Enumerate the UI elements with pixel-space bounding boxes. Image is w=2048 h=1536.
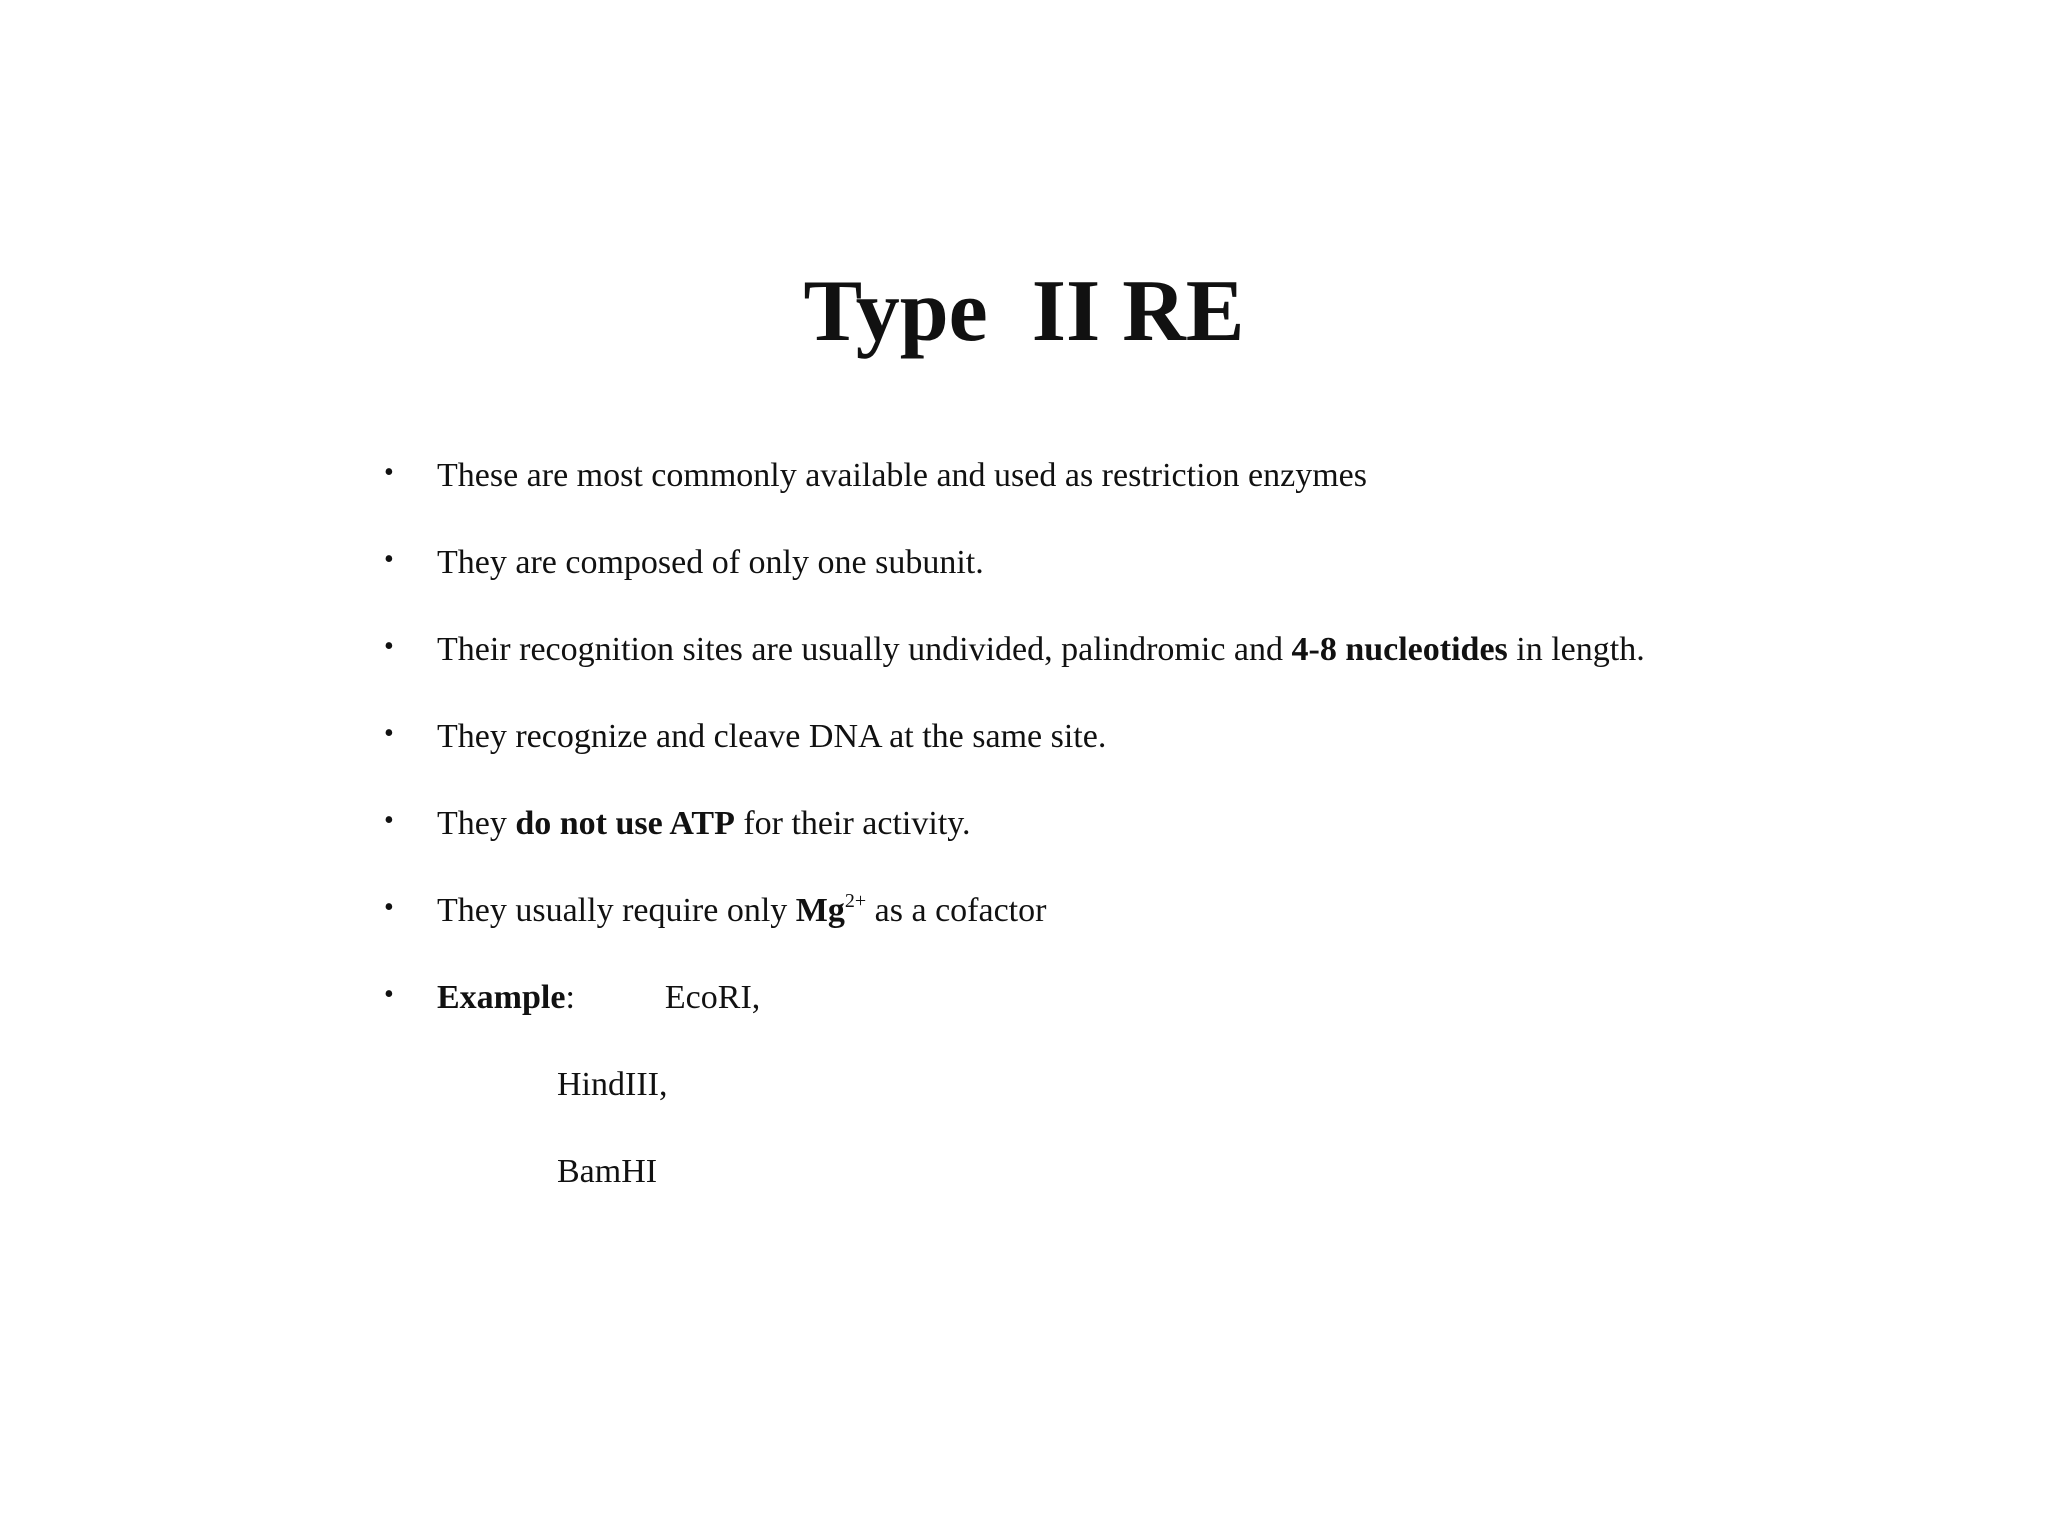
bullet-item-example xyxy=(384,966,1684,1030)
bullet-item xyxy=(384,444,1684,508)
bullet-item xyxy=(384,879,1684,943)
bullet-dot-icon: • xyxy=(384,718,394,749)
magnesium-symbol: Mg xyxy=(795,892,845,929)
bullet-item xyxy=(384,705,1684,769)
slide-title: Type II RE xyxy=(803,263,1245,360)
bullet-dot-icon: • xyxy=(384,979,394,1010)
bullet-dot-icon: • xyxy=(384,457,394,488)
example-enzyme: EcoRI, xyxy=(664,979,761,1016)
example-enzyme: HindIII, xyxy=(557,1066,668,1103)
magnesium-charge: 2+ xyxy=(844,890,867,912)
bullet-text: as a cofactor xyxy=(866,892,1047,929)
bullet-dot-icon: • xyxy=(384,805,394,836)
bullet-text: They xyxy=(437,805,516,842)
bullet-item xyxy=(384,531,1684,595)
bullet-dot-icon: • xyxy=(384,892,394,923)
bullet-item xyxy=(384,618,1684,682)
bullet-list xyxy=(384,444,1684,1227)
bullet-text: These are most commonly available and used as restriction enzymes xyxy=(437,457,1367,494)
example-colon: : xyxy=(565,979,575,1016)
bullet-bold-text: 4-8 nucleotides xyxy=(1291,631,1508,668)
bullet-text: for their activity. xyxy=(734,805,971,842)
bullet-text: They are composed of only one subunit. xyxy=(437,544,984,581)
bullet-text: They usually require only xyxy=(437,892,796,929)
example-enzyme: BamHI xyxy=(557,1153,658,1190)
example-label: Example xyxy=(437,979,566,1016)
bullet-dot-icon: • xyxy=(384,544,394,575)
bullet-text: Their recognition sites are usually undivided, palindromic and xyxy=(437,631,1292,668)
bullet-text: in length. xyxy=(1507,631,1645,668)
bullet-item xyxy=(384,792,1684,856)
bullet-bold-text: do not use ATP xyxy=(515,805,735,842)
bullet-dot-icon: • xyxy=(384,631,394,662)
bullet-text: They recognize and cleave DNA at the same site. xyxy=(437,718,1107,755)
